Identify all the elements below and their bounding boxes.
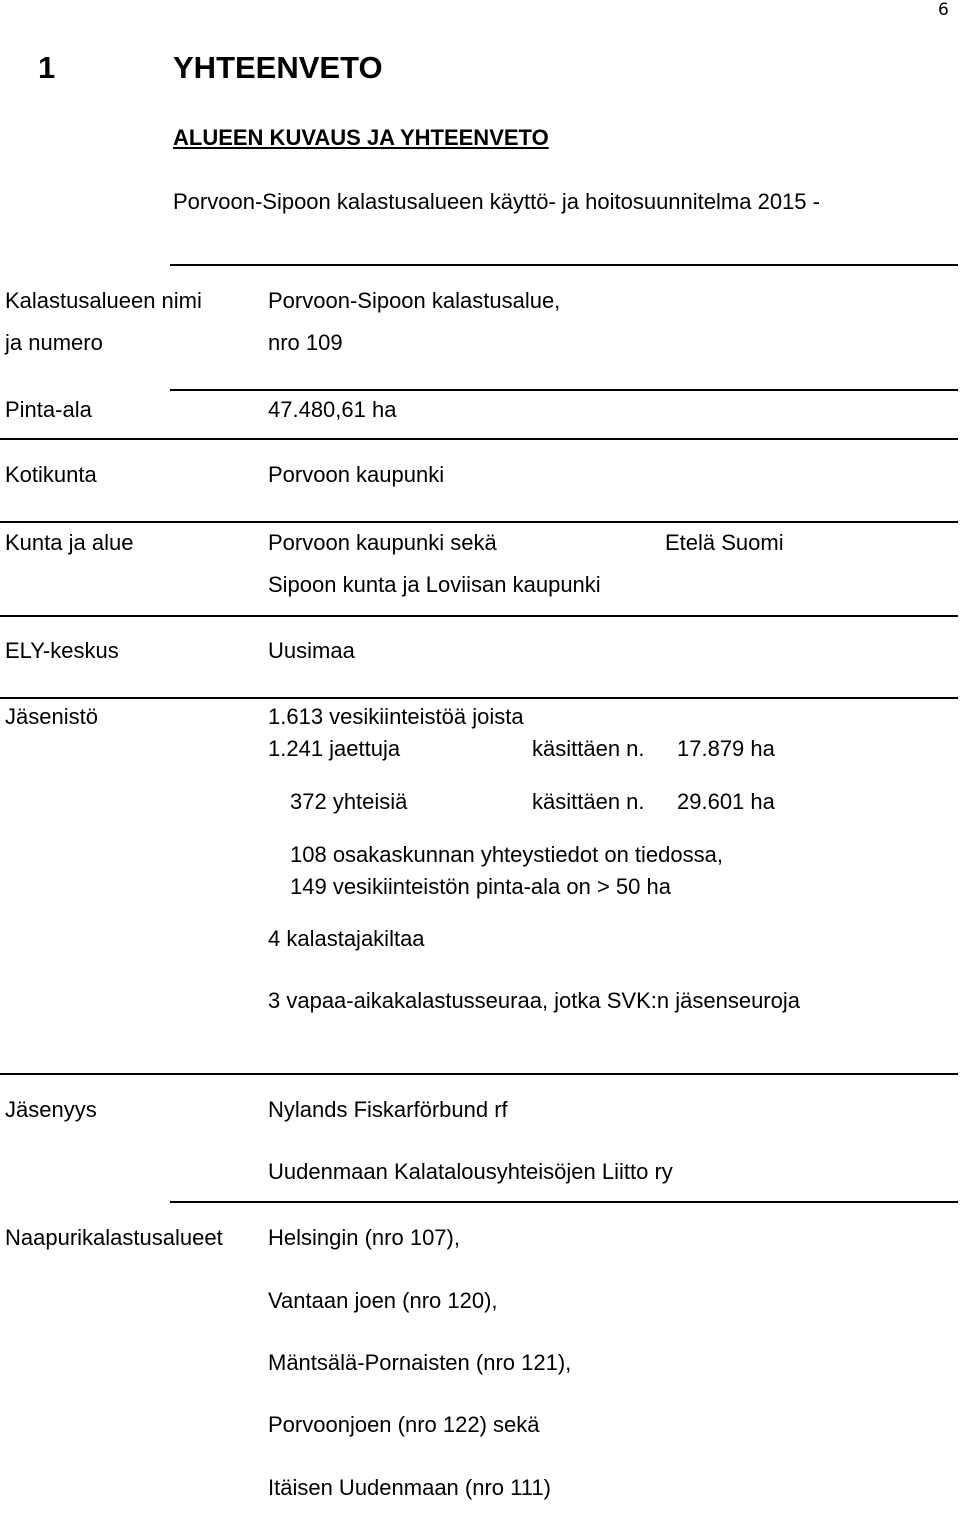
subheading: ALUEEN KUVAUS JA YHTEENVETO <box>173 125 549 150</box>
membership-value-1: Nylands Fiskarförbund rf <box>268 1097 508 1122</box>
neighbour-item: Vantaan joen (nro 120), <box>268 1288 498 1313</box>
neighbour-item: Itäisen Uudenmaan (nro 111) <box>268 1475 551 1500</box>
municipality-value-2: Sipoon kunta ja Loviisan kaupunki <box>268 572 601 597</box>
municipality-value-1: Porvoon kaupunki sekä <box>268 530 497 555</box>
area-label: Pinta-ala <box>5 397 92 422</box>
divider <box>170 1201 958 1203</box>
divider <box>170 389 958 391</box>
common-count: 372 yhteisiä <box>290 789 408 814</box>
divided-count: 1.241 jaettuja <box>268 736 401 761</box>
name-label-1: Kalastusalueen nimi <box>5 288 202 313</box>
large-properties-text: 149 vesikiinteistön pinta-ala on > 50 ha <box>290 874 671 899</box>
divider <box>0 697 958 699</box>
divider <box>0 438 958 440</box>
municipality-label: Kunta ja alue <box>5 530 134 555</box>
plan-title: Porvoon-Sipoon kalastusalueen käyttö- ja hoitosuunnitelma 2015 - <box>173 189 820 214</box>
membership-label: Jäsenyys <box>5 1097 97 1122</box>
name-label-2: ja numero <box>5 330 103 355</box>
ely-value: Uusimaa <box>268 638 355 663</box>
common-text: käsittäen n. <box>532 789 645 814</box>
name-value-2: nro 109 <box>268 330 343 355</box>
page-number: 6 <box>938 0 949 20</box>
heading-title: YHTEENVETO <box>173 50 383 85</box>
neighbour-item: Porvoonjoen (nro 122) sekä <box>268 1412 540 1437</box>
divider <box>0 615 958 617</box>
divider <box>170 264 958 266</box>
guilds-text: 4 kalastajakiltaa <box>268 926 425 951</box>
common-area: 29.601 ha <box>677 789 775 814</box>
membership-value-2: Uudenmaan Kalatalousyhteisöjen Liitto ry <box>268 1159 673 1184</box>
divided-text: käsittäen n. <box>532 736 645 761</box>
heading-number: 1 <box>38 50 56 85</box>
members-label: Jäsenistö <box>5 704 98 729</box>
region-value: Etelä Suomi <box>665 530 784 555</box>
contacts-text: 108 osakaskunnan yhteystiedot on tiedossa, <box>290 842 723 867</box>
home-municipality-label: Kotikunta <box>5 462 97 487</box>
divider <box>0 1073 958 1075</box>
neighbours-label: Naapurikalastusalueet <box>5 1225 223 1250</box>
clubs-text: 3 vapaa-aikakalastusseuraa, jotka SVK:n jäsenseuroja <box>268 988 800 1013</box>
area-value: 47.480,61 ha <box>268 397 397 422</box>
neighbour-item: Helsingin (nro 107), <box>268 1225 460 1250</box>
ely-label: ELY-keskus <box>5 638 119 663</box>
neighbour-item: Mäntsälä-Pornaisten (nro 121), <box>268 1350 572 1375</box>
divider <box>0 521 958 523</box>
name-value-1: Porvoon-Sipoon kalastusalue, <box>268 288 561 313</box>
home-municipality-value: Porvoon kaupunki <box>268 462 445 487</box>
members-total: 1.613 vesikiinteistöä joista <box>268 704 524 729</box>
divided-area: 17.879 ha <box>677 736 775 761</box>
